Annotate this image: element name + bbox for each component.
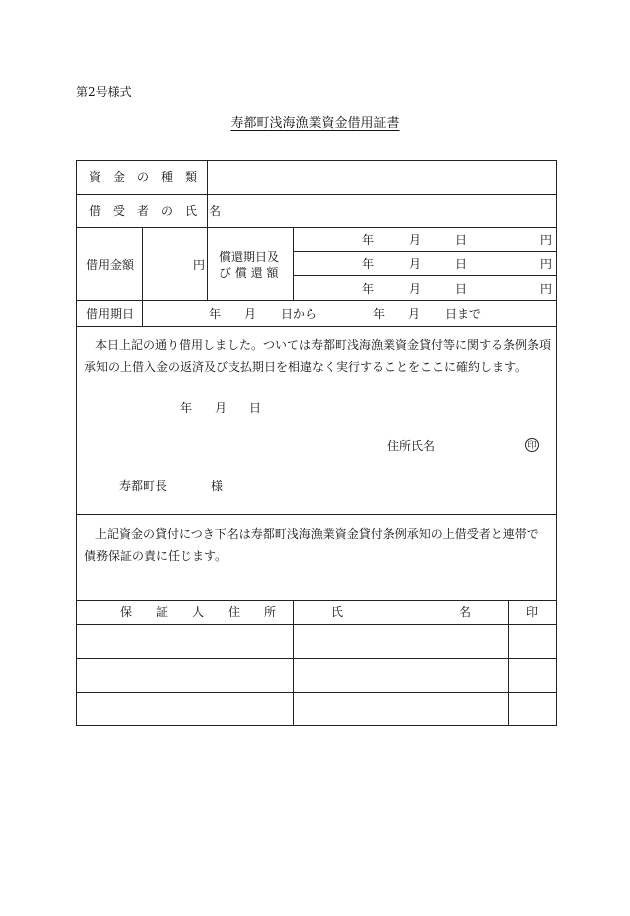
guarantor-row[interactable] [77,693,556,725]
loan-period-until: 日まで [445,307,482,321]
guarantee-line-1: 上記資金の貸付につき下名は寿都町浅海漁業資金貸付条例承知の上借受者と連帯で [95,527,539,541]
guarantor-seal-header: 印 [526,605,539,619]
statement-line-2: 承知の上借入金の返済及び支払期日を相違なく実行することをここに確約します。 [84,360,528,374]
address-name-label: 住所氏名 [387,439,436,453]
guarantor-name-header-1: 氏 [331,605,344,619]
repayment-2-day: 日 [455,257,468,271]
divider [76,514,557,515]
addressee-mayor: 寿都町長 [119,479,168,493]
statement-date-month: 月 [215,401,228,415]
divider [142,227,143,326]
document-title: 寿都町浅海漁業資金借用証書 [230,116,400,131]
loan-period-until-year: 年 [373,307,386,321]
loan-period-label: 借用期日 [86,307,135,321]
repayment-3-year: 年 [362,282,375,296]
addressee-honorific: 様 [211,479,224,493]
divider [76,194,557,195]
repayment-3-month: 月 [409,282,422,296]
statement-date-day: 日 [249,401,262,415]
loan-amount-label: 借用金額 [86,258,135,272]
loan-period-from: 日から [281,307,318,321]
statement-date-year: 年 [180,401,193,415]
fund-type-field[interactable] [209,162,555,192]
repayment-2-year: 年 [362,257,375,271]
guarantor-row[interactable] [77,659,556,691]
repayment-3-yen: 円 [540,282,553,296]
repayment-label-line1: 償還期日及 [219,250,280,264]
repayment-3-day: 日 [455,282,468,296]
form-number: 第2号様式 [76,85,132,99]
borrower-name-field[interactable] [209,196,555,226]
statement-line-1: 本日上記の通り借用しました。ついては寿都町浅海漁業資金貸付等に関する条例条項 [95,338,552,352]
divider [293,227,294,300]
repayment-1-year: 年 [362,233,375,247]
guarantor-address-header: 保 証 人 住 所 [120,605,277,619]
divider [76,326,557,327]
repayment-2-yen: 円 [540,257,553,271]
divider [76,227,557,228]
loan-period-until-month: 月 [408,307,421,321]
divider [76,300,557,301]
fund-type-label: 資 金 の 種 類 [89,170,198,184]
repayment-2-month: 月 [409,257,422,271]
borrower-name-label: 借 受 者 の 氏 名 [89,204,222,218]
repayment-1-day: 日 [455,233,468,247]
divider [207,227,208,300]
divider [293,275,557,276]
seal-mark: 印 [525,438,539,452]
guarantee-line-2: 債務保証の責に任じます。 [84,549,228,563]
repayment-1-month: 月 [409,233,422,247]
repayment-label-line2: び 償 還 額 [219,266,279,280]
guarantor-row[interactable] [77,625,556,657]
loan-period-from-month: 月 [244,307,257,321]
loan-period-from-year: 年 [209,307,222,321]
divider [293,251,557,252]
guarantor-name-header-2: 名 [459,605,472,619]
repayment-1-yen: 円 [540,233,553,247]
loan-amount-yen: 円 [193,258,206,272]
